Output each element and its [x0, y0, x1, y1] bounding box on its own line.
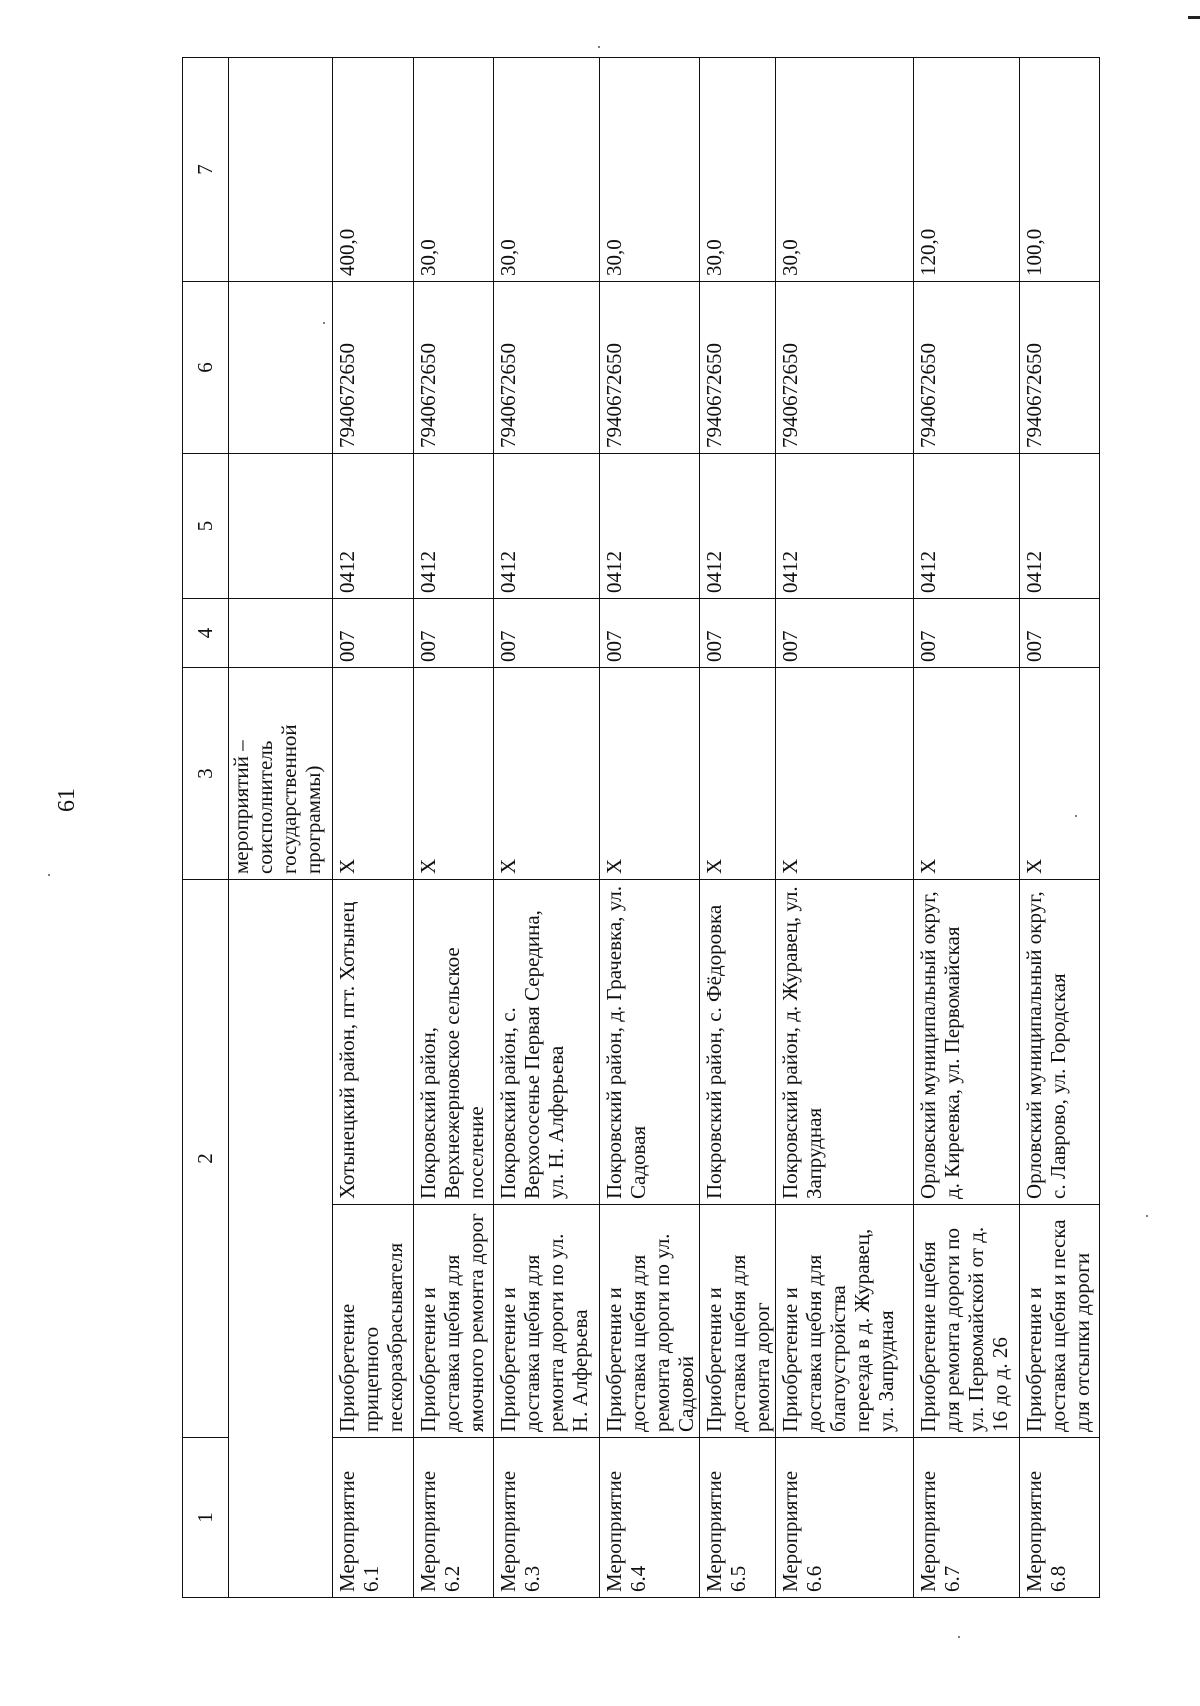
header-numbers-row	[183, 58, 229, 1598]
measure-col4: 007	[599, 599, 699, 668]
table-row	[599, 58, 699, 1598]
table-row	[914, 58, 1019, 1598]
measure-name: Приобретение и доставка щебня для благоустройства переезда в д. Журавец, ул. Запрудная	[776, 1205, 914, 1438]
table-row	[494, 58, 599, 1598]
measure-col5: 0412	[914, 454, 1019, 599]
header-col-2: 2	[183, 880, 229, 1438]
header-col-4: 4	[183, 599, 229, 668]
measure-id: Мероприятие 6.2	[414, 1438, 494, 1598]
measure-col7: 30,0	[776, 58, 914, 282]
continuation-empty	[228, 58, 332, 282]
measure-col7: 400,0	[333, 58, 414, 282]
measure-location: Хотынецкий район, пгт. Хотынец	[333, 880, 414, 1205]
measure-id: Мероприятие 6.6	[776, 1438, 914, 1598]
measure-location: Покровский район, с. Фёдоровка	[700, 880, 776, 1205]
measure-name: Приобретение и доставка щебня для ремонта дороги по ул. Садовой	[599, 1205, 699, 1438]
measure-id: Мероприятие 6.4	[599, 1438, 699, 1598]
measure-col3: X	[914, 668, 1019, 880]
measure-name: Приобретение и доставка щебня для ямочного ремонта дорог	[414, 1205, 494, 1438]
measure-col4: 007	[414, 599, 494, 668]
measure-location: Покровский район, д. Журавец, ул. Запрудная	[776, 880, 914, 1205]
measure-name: Приобретение щебня для ремонта дороги по ул. Первомайской от д. 16 до д. 26	[914, 1205, 1019, 1438]
measure-id: Мероприятие 6.7	[914, 1438, 1019, 1598]
measure-name: Приобретение прицепного пескоразбрасывателя	[333, 1205, 414, 1438]
measure-col7: 100,0	[1019, 58, 1099, 282]
measure-id: Мероприятие 6.8	[1019, 1438, 1099, 1598]
page-number: 61	[54, 788, 80, 812]
measure-location: Покровский район, д. Грачевка, ул. Садовая	[599, 880, 699, 1205]
scan-speck	[1146, 1215, 1148, 1217]
measure-col6: 7940672650	[776, 282, 914, 454]
table-row	[414, 58, 494, 1598]
measure-col3: X	[414, 668, 494, 880]
measure-col6: 7940672650	[914, 282, 1019, 454]
measure-name: Приобретение и доставка щебня для ремонта дорог	[700, 1205, 776, 1438]
scan-speck	[958, 1636, 960, 1638]
header-col-7: 7	[183, 58, 229, 282]
measure-col5: 0412	[1019, 454, 1099, 599]
measure-col5: 0412	[414, 454, 494, 599]
measure-id: Мероприятие 6.1	[333, 1438, 414, 1598]
measure-col4: 007	[494, 599, 599, 668]
measure-col3: X	[599, 668, 699, 880]
continuation-empty	[228, 454, 332, 599]
continuation-empty	[228, 599, 332, 668]
measure-col7: 120,0	[914, 58, 1019, 282]
measure-col7: 30,0	[700, 58, 776, 282]
measure-col5: 0412	[333, 454, 414, 599]
measure-col4: 007	[700, 599, 776, 668]
measure-col6: 7940672650	[333, 282, 414, 454]
measure-col7: 30,0	[494, 58, 599, 282]
measure-id: Мероприятие 6.3	[494, 1438, 599, 1598]
measure-col7: 30,0	[599, 58, 699, 282]
rotated-table-container	[182, 58, 1100, 1598]
measures-table	[182, 57, 1100, 1598]
measure-col4: 007	[776, 599, 914, 668]
measure-col6: 7940672650	[700, 282, 776, 454]
continuation-col3: мероприятий – соисполнитель государственной программы)	[228, 668, 332, 880]
continuation-row	[228, 58, 332, 1598]
measure-col4: 007	[914, 599, 1019, 668]
measure-col5: 0412	[494, 454, 599, 599]
continuation-empty	[228, 282, 332, 454]
measure-col5: 0412	[599, 454, 699, 599]
measure-col3: X	[700, 668, 776, 880]
measure-col4: 007	[333, 599, 414, 668]
measure-id: Мероприятие 6.5	[700, 1438, 776, 1598]
measure-col5: 0412	[776, 454, 914, 599]
table-row	[700, 58, 776, 1598]
measure-col4: 007	[1019, 599, 1099, 668]
measure-col3: X	[1019, 668, 1099, 880]
edge-scan-mark	[1188, 16, 1200, 19]
measure-col7: 30,0	[414, 58, 494, 282]
measure-col3: X	[776, 668, 914, 880]
continuation-empty	[228, 880, 332, 1598]
measure-col6: 7940672650	[494, 282, 599, 454]
table-row	[333, 58, 414, 1598]
measure-col6: 7940672650	[599, 282, 699, 454]
measure-location: Покровский район, Верхнежерновское сельское поселение	[414, 880, 494, 1205]
measure-location: Орловский муниципальный округ, д. Киреевка, ул. Первомайская	[914, 880, 1019, 1205]
measure-col6: 7940672650	[1019, 282, 1099, 454]
table-row	[776, 58, 914, 1598]
measure-name: Приобретение и доставка щебня для ремонта дороги по ул. Н. Алферьева	[494, 1205, 599, 1438]
measure-name: Приобретение и доставка щебня и песка для отсыпки дороги	[1019, 1205, 1099, 1438]
header-col-6: 6	[183, 282, 229, 454]
header-col-1: 1	[183, 1438, 229, 1598]
measure-col6: 7940672650	[414, 282, 494, 454]
scan-speck	[48, 874, 50, 876]
header-col-5: 5	[183, 454, 229, 599]
scan-speck	[598, 46, 600, 48]
measure-location: Покровский район, с. Верхососенье Первая Середина, ул. Н. Алферьева	[494, 880, 599, 1205]
table-row	[1019, 58, 1099, 1598]
measure-col3: X	[494, 668, 599, 880]
measure-location: Орловский муниципальный округ, с. Лаврово, ул. Городская	[1019, 880, 1099, 1205]
measure-col3: X	[333, 668, 414, 880]
measure-col5: 0412	[700, 454, 776, 599]
header-col-3: 3	[183, 668, 229, 880]
